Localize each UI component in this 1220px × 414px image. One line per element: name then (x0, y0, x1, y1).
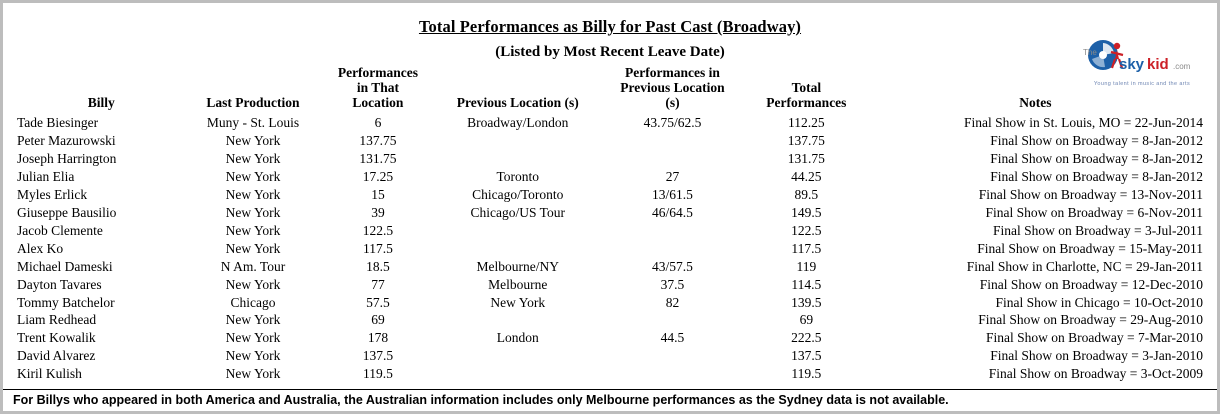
cell-total-performances: 137.75 (787, 133, 825, 149)
cell-previous-location: London (496, 330, 539, 346)
table-row (15, 258, 1205, 276)
col-prevperf-line1: Performances in (625, 65, 720, 80)
cell-performances-previous: 82 (665, 294, 680, 310)
cell-performances-previous (598, 222, 747, 240)
table-row (15, 294, 1205, 312)
cell-total-performances: 69 (799, 312, 814, 328)
table-row (15, 186, 1205, 204)
cell-previous-location (437, 311, 598, 329)
cell-last-production: New York (225, 204, 281, 220)
cell-billy: Myles Erlick (17, 187, 88, 203)
cell-performances-that-location: 117.5 (363, 240, 393, 256)
cell-performances-previous: 43/57.5 (652, 258, 693, 274)
col-perf-line2: in That (356, 80, 400, 96)
svg-text:.com: .com (1173, 62, 1191, 71)
skykid-logo-graphic (1081, 39, 1203, 81)
cell-notes: Final Show on Broadway = 8-Jan-2012 (990, 169, 1203, 185)
cell-notes: Final Show on Broadway = 12-Dec-2010 (979, 276, 1203, 292)
cell-performances-previous: 37.5 (660, 276, 685, 292)
cell-billy: Giuseppe Bausilio (17, 204, 117, 220)
cell-total-performances: 139.5 (791, 294, 822, 310)
cell-performances-previous (598, 347, 747, 365)
cell-performances-that-location: 131.75 (359, 151, 397, 167)
column-header-performances-previous (598, 65, 747, 114)
col-prevperf-line3: (s) (665, 95, 680, 111)
cell-last-production: New York (225, 366, 281, 382)
table-row (15, 150, 1205, 168)
cell-previous-location: Broadway/London (467, 115, 569, 131)
cell-previous-location: Chicago/US Tour (470, 204, 565, 220)
cell-performances-previous: 27 (665, 169, 680, 185)
cell-performances-that-location: 178 (367, 330, 389, 346)
table-row (15, 276, 1205, 294)
cell-last-production: New York (225, 348, 281, 364)
cell-total-performances: 137.5 (791, 348, 822, 364)
column-header-performances-that-location (318, 65, 437, 114)
cell-billy: Tommy Batchelor (17, 294, 115, 310)
cell-previous-location (437, 150, 598, 168)
cell-previous-location (437, 347, 598, 365)
cell-performances-that-location: 119.5 (363, 366, 393, 382)
cell-last-production: Muny - St. Louis (206, 115, 300, 131)
cell-performances-previous (598, 132, 747, 150)
cell-performances-that-location: 69 (371, 312, 385, 328)
cell-performances-that-location: 137.5 (362, 348, 394, 364)
cell-last-production: Chicago (230, 294, 276, 310)
cell-performances-previous: 43.75/62.5 (643, 115, 702, 131)
cell-notes: Final Show on Broadway = 29-Aug-2010 (978, 312, 1203, 328)
cell-performances-that-location: 15 (371, 187, 385, 203)
column-header-total-performances (747, 65, 866, 114)
cell-notes: Final Show on Broadway = 15-May-2011 (977, 240, 1203, 256)
page-subtitle: (Listed by Most Recent Leave Date) (495, 44, 725, 60)
cell-notes: Final Show on Broadway = 8-Jan-2012 (990, 133, 1203, 149)
cell-billy: Jacob Clemente (17, 222, 103, 238)
cell-last-production: New York (225, 169, 281, 185)
cell-previous-location (437, 240, 598, 258)
table-row (15, 114, 1205, 132)
svg-text:sky: sky (1119, 56, 1145, 73)
title-block (15, 17, 1205, 61)
cell-previous-location: Melbourne (488, 276, 548, 292)
cell-previous-location (437, 132, 598, 150)
cell-total-performances: 119.5 (791, 366, 822, 382)
table-row (15, 132, 1205, 150)
cell-total-performances: 44.25 (791, 169, 822, 185)
cell-billy: Liam Redhead (17, 312, 97, 328)
cell-notes: Final Show in Charlotte, NC = 29-Jan-2011 (966, 258, 1203, 274)
cell-performances-previous (598, 240, 747, 258)
col-total-line1: Total (791, 80, 822, 96)
cell-last-production: New York (225, 330, 281, 346)
cell-last-production: New York (225, 276, 281, 292)
cell-last-production: N Am. Tour (220, 258, 286, 274)
cell-total-performances: 122.5 (791, 222, 822, 238)
column-header-last-production (188, 65, 319, 114)
page-title: Total Performances as Billy for Past Cast (Broadway) (418, 17, 802, 36)
table-row (15, 347, 1205, 365)
cell-total-performances: 112.25 (788, 115, 825, 131)
cell-performances-that-location: 17.25 (362, 169, 394, 185)
cell-performances-that-location: 6 (374, 115, 382, 131)
col-perf-line1: Performances (337, 65, 419, 80)
cell-billy: David Alvarez (17, 348, 96, 364)
cell-billy: Joseph Harrington (17, 151, 117, 167)
cell-total-performances: 131.75 (787, 151, 825, 167)
table-header-row (15, 65, 1205, 114)
col-prevloc-line1: Previous Location (s) (456, 95, 579, 111)
col-prevperf-line2: Previous Location (620, 80, 725, 96)
cell-performances-previous (598, 311, 747, 329)
column-header-billy (15, 65, 188, 114)
table-row (15, 329, 1205, 347)
cell-total-performances: 119 (796, 258, 817, 274)
cell-notes: Final Show on Broadway = 8-Jan-2012 (990, 151, 1203, 167)
column-header-previous-location (437, 65, 598, 114)
cell-performances-previous: 44.5 (660, 330, 685, 346)
table-body (15, 114, 1205, 383)
column-header-billy-line1: Billy (87, 95, 115, 111)
cell-notes: Final Show on Broadway = 3-Oct-2009 (988, 366, 1203, 382)
cell-billy: Michael Dameski (17, 258, 113, 274)
cell-performances-that-location: 77 (371, 276, 385, 292)
cell-billy: Tade Biesinger (17, 115, 99, 131)
table-row (15, 240, 1205, 258)
footnote: For Billys who appeared in both America and Australia, the Australian information includes only Melbourne performances as the Sydney data is not available. (3, 389, 1217, 411)
cell-last-production: New York (225, 187, 281, 203)
table-row (15, 222, 1205, 240)
cell-total-performances: 117.5 (791, 240, 822, 256)
cell-performances-previous (598, 150, 747, 168)
cell-notes: Final Show in St. Louis, MO = 22-Jun-2014 (963, 115, 1203, 131)
cell-previous-location: Chicago/Toronto (472, 187, 564, 203)
cell-previous-location: New York (490, 294, 546, 310)
logo-tagline: Young talent in music and the arts (1093, 81, 1191, 87)
cell-billy: Trent Kowalik (17, 330, 96, 346)
cell-billy: Peter Mazurowski (17, 133, 116, 149)
cell-performances-that-location: 57.5 (366, 294, 390, 310)
svg-text:The: The (1083, 48, 1097, 57)
cell-previous-location (437, 365, 598, 383)
cell-total-performances: 89.5 (794, 187, 819, 203)
cell-total-performances: 222.5 (791, 330, 822, 346)
document-body (3, 3, 1217, 411)
cell-billy: Kiril Kulish (17, 366, 82, 382)
cell-notes: Final Show on Broadway = 3-Jul-2011 (993, 222, 1203, 238)
cell-performances-that-location: 39 (371, 204, 385, 220)
cell-last-production: New York (225, 240, 281, 256)
table-row (15, 168, 1205, 186)
column-header-last-production-line1: Last Production (206, 95, 300, 111)
cell-last-production: New York (225, 312, 281, 328)
cell-notes: Final Show in Chicago = 10-Oct-2010 (995, 294, 1203, 310)
svg-text:kid: kid (1147, 56, 1169, 73)
cell-performances-previous: 13/61.5 (652, 187, 693, 203)
skykid-logo (1081, 39, 1203, 95)
cell-performances-that-location: 122.5 (362, 222, 394, 238)
cell-notes: Final Show on Broadway = 6-Nov-2011 (985, 204, 1203, 220)
table-row (15, 365, 1205, 383)
performances-table (15, 65, 1205, 383)
cell-notes: Final Show on Broadway = 13-Nov-2011 (978, 187, 1203, 203)
cell-previous-location: Toronto (496, 169, 540, 185)
col-notes-line1: Notes (1019, 95, 1052, 111)
cell-last-production: New York (225, 151, 281, 167)
cell-billy: Alex Ko (17, 240, 64, 256)
cell-total-performances: 114.5 (791, 276, 822, 292)
cell-notes: Final Show on Broadway = 7-Mar-2010 (986, 330, 1203, 346)
cell-performances-that-location: 137.75 (359, 133, 397, 149)
cell-performances-previous (598, 365, 747, 383)
cell-performances-previous: 46/64.5 (652, 204, 693, 220)
cell-total-performances: 149.5 (791, 204, 822, 220)
table-row (15, 311, 1205, 329)
col-perf-line3: Location (352, 95, 404, 111)
cell-notes: Final Show on Broadway = 3-Jan-2010 (990, 348, 1203, 364)
cell-previous-location: Melbourne/NY (476, 258, 559, 274)
cell-previous-location (437, 222, 598, 240)
col-total-line2: Performances (766, 95, 847, 111)
cell-performances-that-location: 18.5 (366, 258, 390, 274)
table-row (15, 204, 1205, 222)
cell-billy: Julian Elia (17, 169, 75, 185)
cell-last-production: New York (225, 222, 281, 238)
cell-last-production: New York (225, 133, 281, 149)
cell-billy: Dayton Tavares (17, 276, 102, 292)
